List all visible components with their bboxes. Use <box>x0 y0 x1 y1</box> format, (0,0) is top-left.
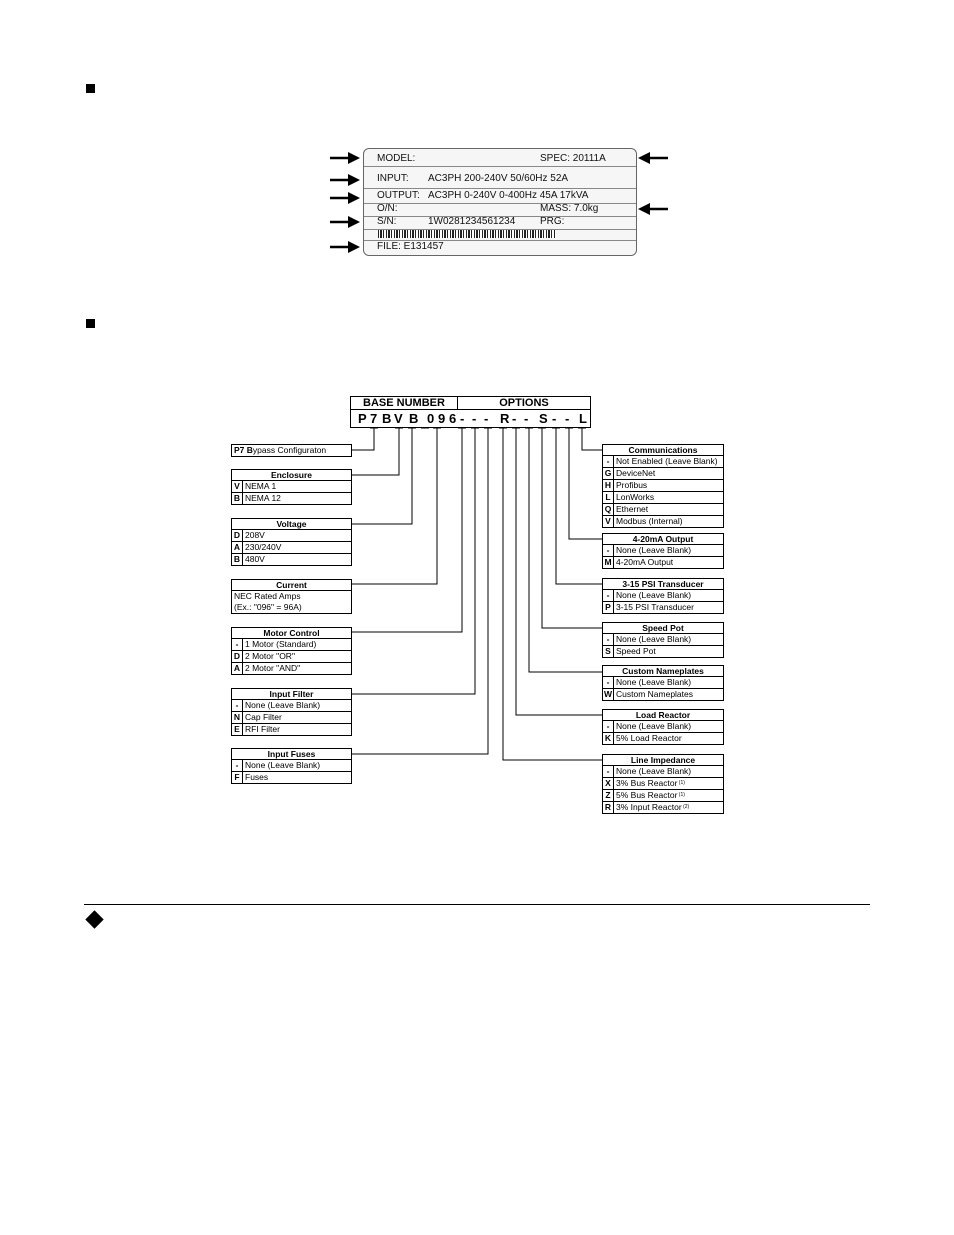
model-code-char: - <box>512 411 517 426</box>
option-box-title: Current <box>232 580 351 591</box>
option-code: D <box>232 530 243 541</box>
model-code-char: - <box>552 411 557 426</box>
option-box-title: Line Impedance <box>603 755 723 766</box>
option-code: E <box>232 724 243 735</box>
option-row <box>603 590 723 602</box>
option-description: None (Leave Blank) <box>616 545 692 555</box>
connector-current <box>350 428 437 584</box>
option-code: V <box>603 516 614 527</box>
option-row <box>232 651 351 663</box>
file-number: FILE: E131457 <box>377 241 444 252</box>
option-description: Not Enabled (Leave Blank) <box>616 456 718 466</box>
option-box-psi <box>602 578 724 614</box>
option-row <box>603 545 723 557</box>
model-code-char: - <box>472 411 477 426</box>
option-description: 208V <box>245 530 265 540</box>
option-code: A <box>232 663 243 674</box>
option-box-title: Voltage <box>232 519 351 530</box>
model-code-char: P <box>358 411 367 426</box>
option-description: 230/240V <box>245 542 282 552</box>
option-code: G <box>603 468 614 479</box>
model-label: MODEL: <box>377 153 416 164</box>
option-box-title: P7 Bypass Configuraton <box>234 445 327 455</box>
option-description: NEMA 1 <box>245 481 277 491</box>
option-box-title: Motor Control <box>232 628 351 639</box>
model-code-char: B <box>382 411 392 426</box>
model-code-char: - <box>524 411 529 426</box>
option-code: - <box>603 456 614 467</box>
options-header: OPTIONS <box>457 396 591 410</box>
option-description: Speed Pot <box>616 646 656 656</box>
model-code-char: - <box>460 411 465 426</box>
option-row <box>603 689 723 700</box>
option-box-reactor <box>602 709 724 745</box>
connector-fuses <box>350 428 488 754</box>
option-box-motor <box>231 627 352 675</box>
option-row <box>603 733 723 744</box>
option-box-fuses <box>231 748 352 784</box>
option-row <box>603 456 723 468</box>
option-row <box>232 542 351 554</box>
option-description: None (Leave Blank) <box>616 590 692 600</box>
option-box-title: Custom Nameplates <box>603 666 723 677</box>
option-box-title: Communications <box>603 445 723 456</box>
option-code: P <box>603 602 614 613</box>
option-row <box>603 634 723 646</box>
model-code-char: 6 <box>449 411 457 426</box>
connector-impedance <box>503 428 602 760</box>
option-row <box>232 530 351 542</box>
option-row <box>232 493 351 504</box>
prg-label: PRG: <box>540 216 565 227</box>
footnote-mark: (2) <box>681 804 690 810</box>
option-code: - <box>603 545 614 556</box>
connector-motor <box>350 428 462 632</box>
option-code: H <box>603 480 614 491</box>
option-box-title: Load Reactor <box>603 710 723 721</box>
option-description: None (Leave Blank) <box>616 721 692 731</box>
option-code: D <box>232 651 243 662</box>
option-description: 3% Bus Reactor $^{(1)}$ <box>616 778 685 788</box>
option-code: R <box>603 802 614 813</box>
model-code-char: - <box>565 411 570 426</box>
option-code: B <box>232 493 243 504</box>
option-box-pot <box>602 622 724 658</box>
connector-pot <box>542 428 602 628</box>
option-row <box>603 646 723 657</box>
option-box-impedance <box>602 754 724 814</box>
base-number-header: BASE NUMBER <box>350 396 458 410</box>
option-box-title: 4-20mA Output <box>603 534 723 545</box>
option-row <box>603 790 723 802</box>
serial-value: 1W0281234561234 <box>428 216 516 227</box>
option-box-title: Input Filter <box>232 689 351 700</box>
option-row <box>232 481 351 493</box>
model-code-char: V <box>394 411 403 426</box>
option-code: K <box>603 733 614 744</box>
order-number-label: O/N: <box>377 203 398 214</box>
option-row <box>603 677 723 689</box>
option-box-comm <box>602 444 724 528</box>
option-code: F <box>232 772 243 783</box>
option-row <box>232 772 351 783</box>
option-row <box>603 557 723 568</box>
option-code: A <box>232 542 243 553</box>
option-box-nameplates <box>602 665 724 701</box>
option-box-title: 3-15 PSI Transducer <box>603 579 723 590</box>
connector-psi <box>556 428 602 584</box>
option-description: 3-15 PSI Transducer <box>616 602 694 612</box>
option-row <box>603 602 723 613</box>
option-row <box>603 516 723 527</box>
option-description: None (Leave Blank) <box>616 634 692 644</box>
option-description: 480V <box>245 554 265 564</box>
option-description: None (Leave Blank) <box>616 766 692 776</box>
option-description: NEMA 12 <box>245 493 281 503</box>
option-code: W <box>603 689 613 699</box>
option-box-filter <box>231 688 352 736</box>
option-row <box>603 480 723 492</box>
option-description: NEC Rated Amps <box>234 591 301 601</box>
input-value: AC3PH 200-240V 50/60Hz 52A <box>428 173 569 184</box>
option-box-voltage <box>231 518 352 566</box>
option-code: - <box>232 639 243 650</box>
option-description: 3% Input Reactor $^{(2)}$ <box>616 802 690 812</box>
option-code: X <box>603 778 614 789</box>
option-description: None (Leave Blank) <box>245 760 321 770</box>
option-code: B <box>232 554 243 565</box>
option-description: Cap Filter <box>245 712 282 722</box>
option-code: - <box>232 760 243 771</box>
option-description: 4-20mA Output <box>616 557 674 567</box>
option-row <box>603 766 723 778</box>
connector-comm <box>582 428 602 450</box>
option-code: - <box>603 590 614 601</box>
model-code-char: R <box>500 411 510 426</box>
option-code: N <box>232 712 243 723</box>
option-code: - <box>603 721 614 732</box>
option-row <box>603 721 723 733</box>
option-code: Q <box>603 504 614 515</box>
option-description: 2 Motor "OR" <box>245 651 295 661</box>
option-description: LonWorks <box>616 492 655 502</box>
model-code-char: - <box>484 411 489 426</box>
option-row <box>232 554 351 565</box>
model-code-char: 7 <box>370 411 378 426</box>
model-code-char: 0 <box>427 411 435 426</box>
option-row <box>603 802 723 813</box>
option-description: Fuses <box>245 772 269 782</box>
option-description: None (Leave Blank) <box>616 677 692 687</box>
option-row <box>603 504 723 516</box>
option-row <box>232 700 351 712</box>
option-row <box>232 639 351 651</box>
option-description: RFI Filter <box>245 724 280 734</box>
mass-value: MASS: 7.0kg <box>540 203 599 214</box>
option-row <box>232 712 351 724</box>
model-code-char: L <box>579 411 587 426</box>
option-description: None (Leave Blank) <box>245 700 321 710</box>
model-code-char: 9 <box>438 411 446 426</box>
output-label: OUTPUT: <box>377 190 420 201</box>
spec-value: SPEC: 20111A <box>540 153 606 164</box>
option-description: 1 Motor (Standard) <box>245 639 317 649</box>
option-row <box>232 760 351 772</box>
option-description: Ethernet <box>616 504 649 514</box>
option-code: - <box>603 634 614 645</box>
option-code: S <box>603 646 614 657</box>
option-description: Custom Nameplates <box>616 689 694 699</box>
option-description: 5% Bus Reactor $^{(1)}$ <box>616 790 685 800</box>
option-row <box>232 663 351 674</box>
option-box-title: Speed Pot <box>603 623 723 634</box>
option-box-title: Input Fuses <box>232 749 351 760</box>
model-code-char: S <box>539 411 548 426</box>
connector-voltage <box>350 428 412 524</box>
model-code-char: B <box>409 411 419 426</box>
option-box-bypass <box>231 444 352 457</box>
connector-analog <box>569 428 602 539</box>
option-description: Profibus <box>616 480 648 490</box>
option-description: DeviceNet <box>616 468 656 478</box>
option-box-analog <box>602 533 724 569</box>
serial-label: S/N: <box>377 216 397 227</box>
option-code: - <box>603 677 614 688</box>
option-box-current <box>231 579 352 614</box>
connector-bypass <box>350 428 374 450</box>
option-row <box>603 778 723 790</box>
option-code: - <box>232 700 243 711</box>
option-code: - <box>603 766 614 777</box>
option-code: M <box>603 557 614 568</box>
option-row <box>232 724 351 735</box>
footnote-mark: (1) <box>677 792 685 798</box>
option-row <box>603 468 723 480</box>
option-code: L <box>603 492 614 503</box>
footnote-mark: (1) <box>677 780 685 786</box>
option-description: Modbus (Internal) <box>616 516 683 526</box>
option-code: Z <box>603 790 614 801</box>
option-description: 2 Motor "AND" <box>245 663 301 673</box>
option-box-enclosure <box>231 469 352 505</box>
output-value: AC3PH 0-240V 0-400Hz 45A 17kVA <box>428 190 589 201</box>
option-code: V <box>232 481 243 492</box>
option-box-title: Enclosure <box>232 470 351 481</box>
option-description: (Ex.: "096" = 96A) <box>234 602 302 612</box>
option-description: 5% Load Reactor <box>616 733 682 743</box>
connector-nameplates <box>529 428 602 672</box>
option-row <box>603 492 723 504</box>
input-label: INPUT: <box>377 173 409 184</box>
